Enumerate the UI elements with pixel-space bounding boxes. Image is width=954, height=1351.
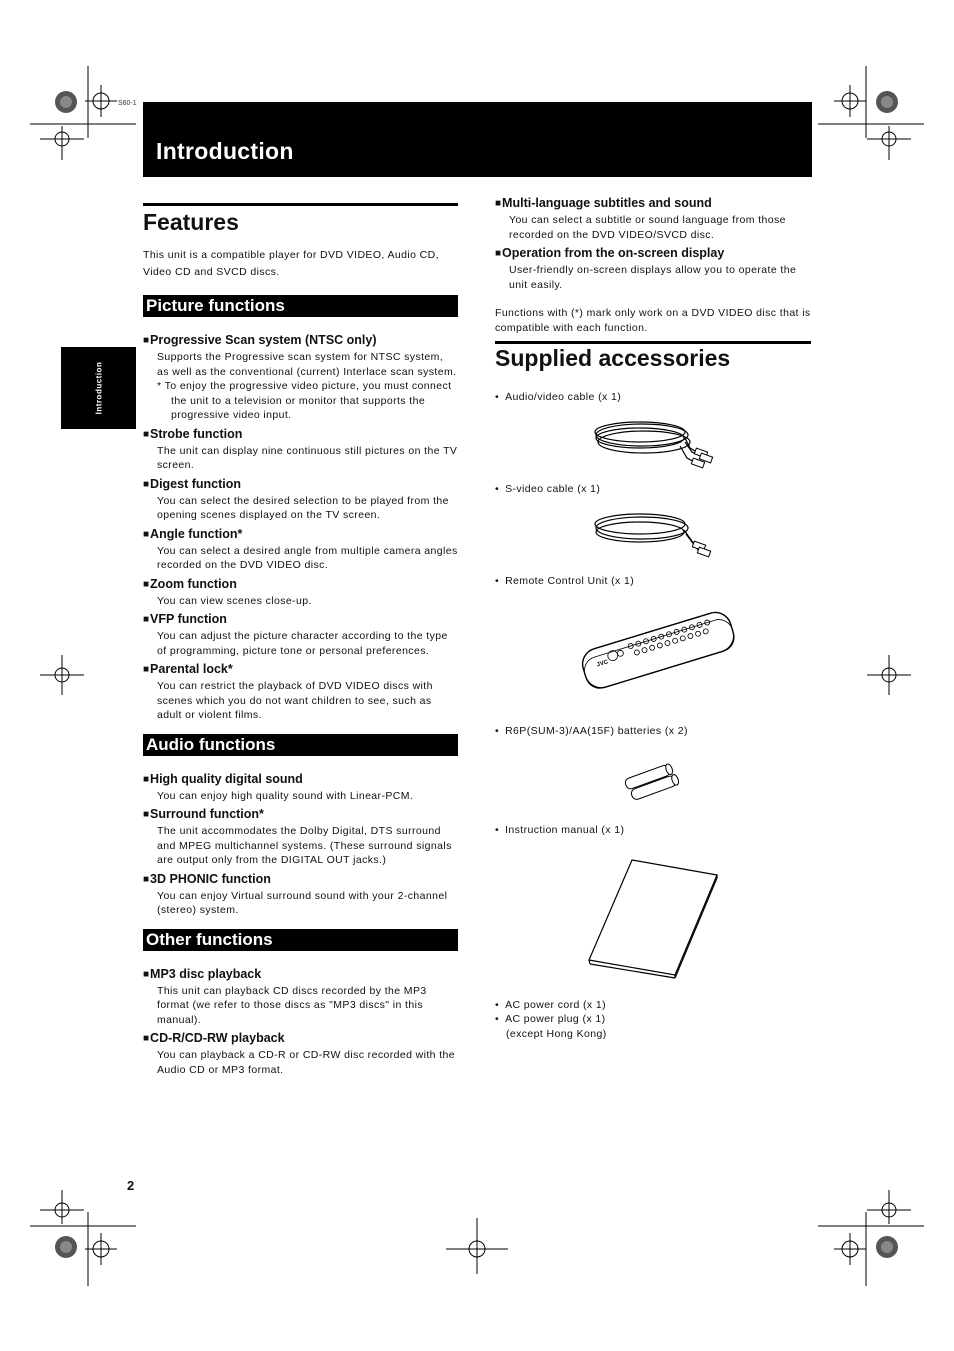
item-title: ■ VFP function xyxy=(143,611,458,629)
item-title: ■ Multi-language subtitles and sound xyxy=(495,195,811,213)
instruction-manual-illustration xyxy=(584,856,724,981)
item-title: ■ Surround function* xyxy=(143,806,458,824)
list-item xyxy=(143,871,458,918)
accessory-item: • Audio/video cable (x 1) xyxy=(495,390,621,405)
item-text: You can adjust the picture character according to the type of programming, picture tone or personal preferences. xyxy=(157,630,448,657)
item-title: ■ Digest function xyxy=(143,476,458,494)
page-number: 2 xyxy=(127,1178,135,1193)
item-note: * To enjoy the progressive video picture, you must connect the unit to a television or monitor that supports the progressive video input. xyxy=(157,380,452,421)
list-item xyxy=(143,661,458,723)
item-text: You can select the desired selection to be played from the opening scenes displayed on the TV screen. xyxy=(157,494,449,521)
accessories-heading: Supplied accessories xyxy=(495,345,731,371)
batteries-illustration xyxy=(620,763,690,803)
list-item xyxy=(143,611,458,658)
accessory-item: • AC power cord (x 1) xyxy=(495,998,606,1013)
list-item xyxy=(495,245,811,292)
item-title: ■ 3D PHONIC function xyxy=(143,871,458,889)
accessory-item: • Instruction manual (x 1) xyxy=(495,823,624,838)
list-item xyxy=(143,426,458,473)
audio-functions-list xyxy=(143,771,458,918)
item-title: ■ Operation from the on-screen display xyxy=(495,245,811,263)
item-title: ■ Parental lock* xyxy=(143,661,458,679)
right-column xyxy=(495,195,811,335)
accessory-item: • R6P(SUM-3)/AA(15F) batteries (x 2) xyxy=(495,724,688,739)
other-functions-list xyxy=(143,966,458,1078)
other-functions-heading: Other functions xyxy=(143,929,458,951)
list-item xyxy=(143,966,458,1028)
picture-functions-list xyxy=(143,332,458,723)
features-intro: This unit is a compatible player for DVD VIDEO, Audio CD, Video CD and SVCD discs. xyxy=(143,249,439,278)
side-tab-label: Introduction xyxy=(94,361,103,415)
accessory-item: • S-video cable (x 1) xyxy=(495,482,600,497)
item-title: ■ Strobe function xyxy=(143,426,458,444)
asterisk-note: Functions with (*) mark only work on a DVD VIDEO disc that is compatible with each function. xyxy=(495,307,811,334)
accessory-item-note: (except Hong Kong) xyxy=(506,1028,607,1040)
accessory-item: • Remote Control Unit (x 1) xyxy=(495,574,634,589)
item-title: ■ Progressive Scan system (NTSC only) xyxy=(143,332,458,350)
remote-control-illustration xyxy=(574,608,744,698)
item-text: You can select a desired angle from multiple camera angles recorded on the DVD VIDEO disc. xyxy=(157,544,458,571)
accessory-item: • AC power plug (x 1) xyxy=(495,1012,605,1027)
av-cable-illustration xyxy=(590,418,720,473)
item-title: ■ CD-R/CD-RW playback xyxy=(143,1030,458,1048)
features-heading: Features xyxy=(143,209,239,235)
item-title: ■ High quality digital sound xyxy=(143,771,458,789)
item-text: You can enjoy Virtual surround sound with your 2-channel (stereo) system. xyxy=(157,889,448,916)
audio-functions-heading: Audio functions xyxy=(143,734,458,756)
features-rule xyxy=(143,203,458,206)
item-text: The unit can display nine continuous still pictures on the TV screen. xyxy=(157,444,458,471)
picture-functions-heading: Picture functions xyxy=(143,295,458,317)
item-text: Supports the Progressive scan system for NTSC system, as well as the conventional (current) Interlace scan system. xyxy=(157,351,457,378)
list-item xyxy=(143,771,458,804)
item-title: ■ Angle function* xyxy=(143,526,458,544)
accessories-rule xyxy=(495,341,811,344)
item-title: ■ Zoom function xyxy=(143,576,458,594)
remote-brand-label: JVC xyxy=(596,659,610,669)
item-text: You can select a subtitle or sound language from those recorded on the DVD VIDEO/SVCD disc. xyxy=(509,214,786,241)
print-code: S60-1 xyxy=(118,100,137,107)
list-item xyxy=(143,1030,458,1077)
list-item xyxy=(495,195,811,242)
item-title: ■ MP3 disc playback xyxy=(143,966,458,984)
list-item xyxy=(143,332,458,423)
list-item xyxy=(143,576,458,609)
page-title: Introduction xyxy=(156,138,294,164)
item-text: You can view scenes close-up. xyxy=(157,594,312,607)
side-tab xyxy=(61,347,136,429)
item-text: User-friendly on-screen displays allow you to operate the unit easily. xyxy=(509,264,797,291)
list-item xyxy=(143,806,458,868)
item-text: You can playback a CD-R or CD-RW disc recorded with the Audio CD or MP3 format. xyxy=(157,1049,456,1076)
item-text: You can restrict the playback of DVD VIDEO discs with scenes which you do not want children to see, such as adult or violent films. xyxy=(157,680,433,721)
item-text: This unit can playback CD discs recorded by the MP3 format (we refer to those discs as "MP3 discs" in this manual). xyxy=(157,984,427,1026)
list-item xyxy=(143,476,458,523)
item-text: You can enjoy high quality sound with Linear-PCM. xyxy=(157,789,414,802)
list-item xyxy=(143,526,458,573)
left-column xyxy=(143,203,458,1080)
item-text: The unit accommodates the Dolby Digital, DTS surround and MPEG multichannel systems. (These surround signals are output only from the DIGITAL OUT jacks.) xyxy=(157,825,452,866)
s-video-cable-illustration xyxy=(590,510,720,560)
